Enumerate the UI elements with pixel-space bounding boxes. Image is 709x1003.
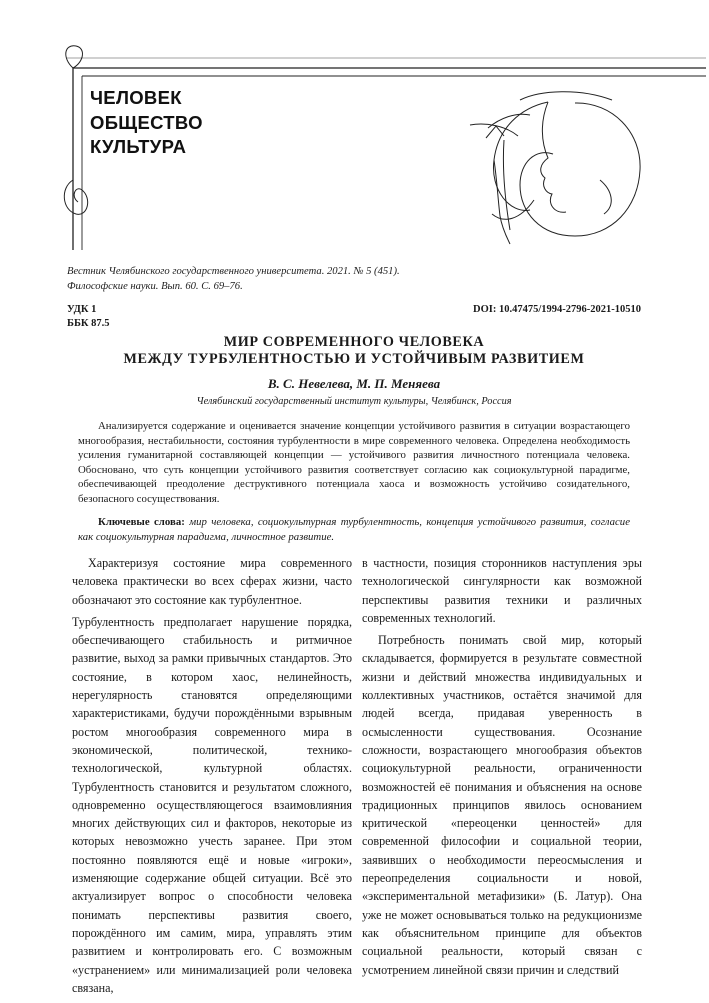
body-paragraph: Потребность понимать свой мир, который складывается, формируется в результате совместной жизни и действий множества индивидуальных и коллективных участников, остаётся значимой для людей всегда, придавая уверенность в осмысленности существования. Осознание сложности, возрастающего многообразия объектов социокультурной реальности, ограниченности возможностей её понимания и объяснения на основе традиционных принципов явилось основанием критической «переоценки ценностей» для современной философии и социальной теории, заявивших о необходимости переосмысления и переопределения социальности и новой, «экспериментальной метафизики» (Б. Латур). Она уже не может основываться только на редукционизме как объяснительном принципе для объектов социальной реальности, который связан с усмотрением линейной связи причин и следствий — [362, 633, 642, 977]
abstract-text: Анализируется содержание и оценивается значение концепции устойчивого развития в ситуации возрастающего многообразия, нестабильности, состояния турбулентности в мире современного человека. Определена необходимость усиления гуманитарной составляющей концепции — устойчивого развития личностного потенциала человека. Обосновано, что суть концепции устойчивого развития соответствует согласию как социокультурной парадигме, обеспечивающей преодоление деструктивного потенциала хаоса и возможность устойчиво созидательного, безопасного сосуществования. — [78, 420, 630, 505]
article-authors: В. С. Невелева, М. П. Меняева — [267, 376, 441, 391]
article-title-line-1: МИР СОВРЕМЕННОГО ЧЕЛОВЕКА — [223, 334, 485, 350]
keywords-text: мир человека, социокультурная турбулентность, концепция устойчивого развития, согласие как социокультурная парадигма, личностное развитие. — [78, 516, 630, 543]
keywords-label: Ключевые слова: — [98, 516, 185, 528]
body-paragraph: в частности, позиция сторонников наступления эры технологической сингулярности как возможной перспективы развития техники и различных современных технологий. — [362, 556, 642, 625]
face-line-drawing-illustration — [470, 92, 640, 244]
body-column-left — [72, 554, 352, 1001]
udk-code: УДК 1 — [67, 304, 97, 315]
journal-title-line-1: ЧЕЛОВЕК — [90, 87, 182, 108]
classification-codes — [67, 303, 110, 331]
citation-line-1: Вестник Челябинского государственного университета. 2021. № 5 (451). — [67, 266, 400, 277]
article-title — [67, 334, 641, 367]
article-title-line-2: МЕЖДУ ТУРБУЛЕНТНОСТЬЮ И УСТОЙЧИВЫМ РАЗВИТИЕМ — [123, 350, 585, 367]
doi-identifier[interactable]: DOI: 10.47475/1994-2796-2021-10510 — [473, 304, 641, 315]
bbk-code: ББК 87.5 — [67, 318, 110, 329]
body-paragraph: Характеризуя состояние мира современного человека практически во всех сферах жизни, часто обозначают это состояние как турбулентное. — [72, 556, 352, 607]
journal-title — [90, 86, 203, 160]
author-affiliation: Челябинский государственный институт культуры, Челябинск, Россия — [196, 396, 512, 407]
keywords — [78, 515, 630, 544]
body-paragraph: Турбулентность предполагает нарушение порядка, обеспечивающего стабильность и ритмичное развитие, выход за рамки привычных стандартов. Это состояние, в котором хаос, нелинейность, нерегулярность становятся определяющими характеристиками, будучи порождёнными взрывным ростом многообразия современного мира в экономической, политической, технико-технологической, культурной областях. Турбулентность становится и результатом сложного, одновременно осуществляющегося взаимовлияния многих действующих сил и факторов, некоторые из которых невозможно учесть заранее. При этом постоянно появляются ещё и новые «игроки», изменяющие содержание общей ситуации. Всё это актуализирует вопрос о способности человека понимать перспективы развития своего, порождённого им самим, мира, управлять этим развитием и контролировать его. С возможным «устранением» или минимализацией роли человека связана, — [72, 614, 352, 995]
body-column-right — [362, 554, 642, 983]
citation-line-2: Философские науки. Вып. 60. С. 69–76. — [67, 281, 243, 292]
journal-citation — [67, 264, 400, 294]
abstract — [78, 419, 630, 507]
journal-title-line-3: КУЛЬТУРА — [90, 136, 187, 157]
journal-title-line-2: ОБЩЕСТВО — [90, 111, 203, 133]
